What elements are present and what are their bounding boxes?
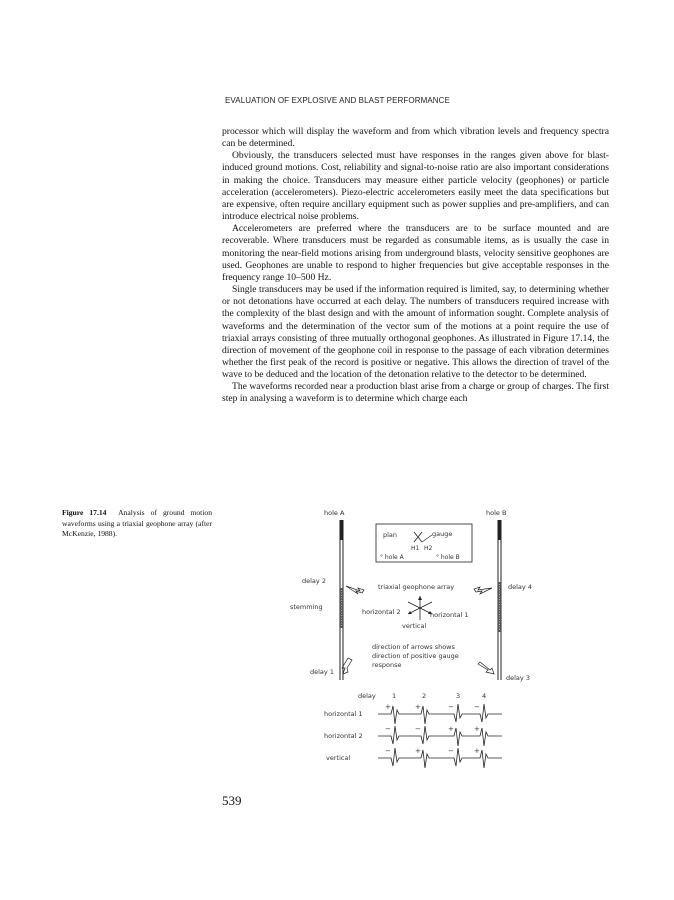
- trace-sign: +: [474, 725, 480, 733]
- figure-caption: [62, 508, 212, 540]
- label-plan-hole-b: ° hole B: [436, 554, 460, 561]
- delay-number: 3: [456, 692, 461, 700]
- plan-cross-icon: [414, 532, 432, 542]
- triaxial-axes-icon: [408, 596, 432, 620]
- trace-sign: +: [385, 703, 391, 711]
- waveform-traces: [378, 704, 502, 768]
- trace-sign: −: [385, 725, 391, 733]
- label-delay-1: delay 1: [310, 668, 334, 676]
- delay-number: 1: [392, 692, 397, 700]
- paragraph: Single transducers may be used if the information required is limited, say, to determining whether or not detonations have occurred at each delay. The numbers of transducers required increase with the complexity of the blast design and with the amount of information sought. Complete analysis of waveforms and the determination of the vector sum of the motions at a point require the use of triaxial arrays consisting of three mutually orthogonal geophones. As illustrated in Figure 17.14, the direction of movement of the geophone coil in response to the passage of each vibration determines whether the first peak of the record is positive or negative. This allows the direction of travel of the wave to be deduced and the location of the detonation relative to the detector to be determined.: [222, 284, 609, 381]
- paragraph: Accelerometers are preferred where the transducers are to be surface mounted and are recoverable. Where transducers must be regarded as consumable items, as is usually the case in monitoring the near-field motions arising from underground blasts, velocity sensitive geophones are used. Geophones are unable to respond to higher frequencies but give acceptable responses in the frequency range 10–500 Hz.: [222, 223, 609, 283]
- trace-label: vertical: [326, 754, 351, 762]
- arrow-delay-4-icon: [474, 587, 492, 594]
- label-horizontal-2: horizontal 2: [362, 608, 401, 616]
- trace-sign: +: [474, 747, 480, 755]
- page-number: 539: [222, 793, 242, 808]
- figure-17-14: [280, 500, 540, 785]
- label-horizontal-1: horizontal 1: [430, 611, 469, 619]
- paragraph: Obviously, the transducers selected must have responses in the ranges given above for blast-induced ground motions. Cost, reliability and signal-to-noise ratio are also important considerations in making the choice. Transducers may measure either particle velocity (geophones) or particle acceleration (accelerometers). Piezo-electric accelerometers easily meet the data specifications but are expensive, often require ancillary equipment such as power supplies and pre-amplifiers, and can introduce electrical noise problems.: [222, 150, 609, 223]
- trace-sign: −: [474, 703, 480, 711]
- body-text: [222, 126, 609, 406]
- label-hole-b: hole B: [486, 509, 507, 517]
- figure-caption-text: Analysis of ground motion waveforms using a triaxial geophone array (after McKenzie, 1988).: [62, 508, 212, 539]
- arrow-delay-3-icon: [478, 662, 494, 674]
- label-vertical: vertical: [402, 622, 427, 630]
- trace-sign: +: [415, 747, 421, 755]
- label-hole-a: hole A: [324, 509, 345, 517]
- label-stemming: stemming: [290, 603, 323, 611]
- note-line-3: response: [372, 661, 402, 669]
- trace-sign: −: [448, 703, 454, 711]
- geophone-diagram: [280, 500, 540, 785]
- waveform-signs: [385, 703, 480, 755]
- waveform-trace: [378, 726, 502, 746]
- delay-number: 2: [422, 692, 427, 700]
- label-h1: H1: [411, 545, 420, 552]
- label-h2: H2: [424, 545, 433, 552]
- trace-sign: −: [415, 725, 421, 733]
- trace-sign: +: [448, 725, 454, 733]
- label-delay-3: delay 3: [506, 674, 530, 682]
- delay-number: 4: [482, 692, 487, 700]
- waveform-trace: [378, 704, 502, 724]
- trace-label: horizontal 2: [324, 732, 363, 740]
- label-delay-header: delay: [358, 692, 376, 700]
- paragraph: processor which will display the waveform and from which vibration levels and frequency spectra can be determined.: [222, 126, 609, 150]
- running-head: EVALUATION OF EXPLOSIVE AND BLAST PERFORMANCE: [225, 96, 450, 105]
- note-line-1: direction of arrows shows: [372, 643, 455, 651]
- label-triaxial-array: triaxial geophone array: [378, 583, 455, 591]
- label-gauge: gauge: [432, 530, 453, 538]
- arrow-delay-2-icon: [346, 586, 364, 594]
- label-delay-4: delay 4: [508, 583, 532, 591]
- trace-sign: −: [448, 747, 454, 755]
- label-delay-2: delay 2: [302, 577, 326, 585]
- trace-label: horizontal 1: [324, 710, 363, 718]
- hole-a: [340, 520, 343, 680]
- figure-label: Figure 17.14: [62, 508, 107, 517]
- paragraph: The waveforms recorded near a production blast arise from a charge or group of charges. The first step in analysing a waveform is to determine which charge each: [222, 381, 609, 405]
- trace-sign: −: [385, 747, 391, 755]
- hole-b: [498, 520, 501, 680]
- label-plan: plan: [383, 531, 398, 539]
- label-plan-hole-a: ° hole A: [380, 554, 404, 561]
- note-line-2: direction of positive gauge: [372, 652, 459, 660]
- trace-sign: +: [415, 703, 421, 711]
- waveform-trace: [378, 748, 502, 768]
